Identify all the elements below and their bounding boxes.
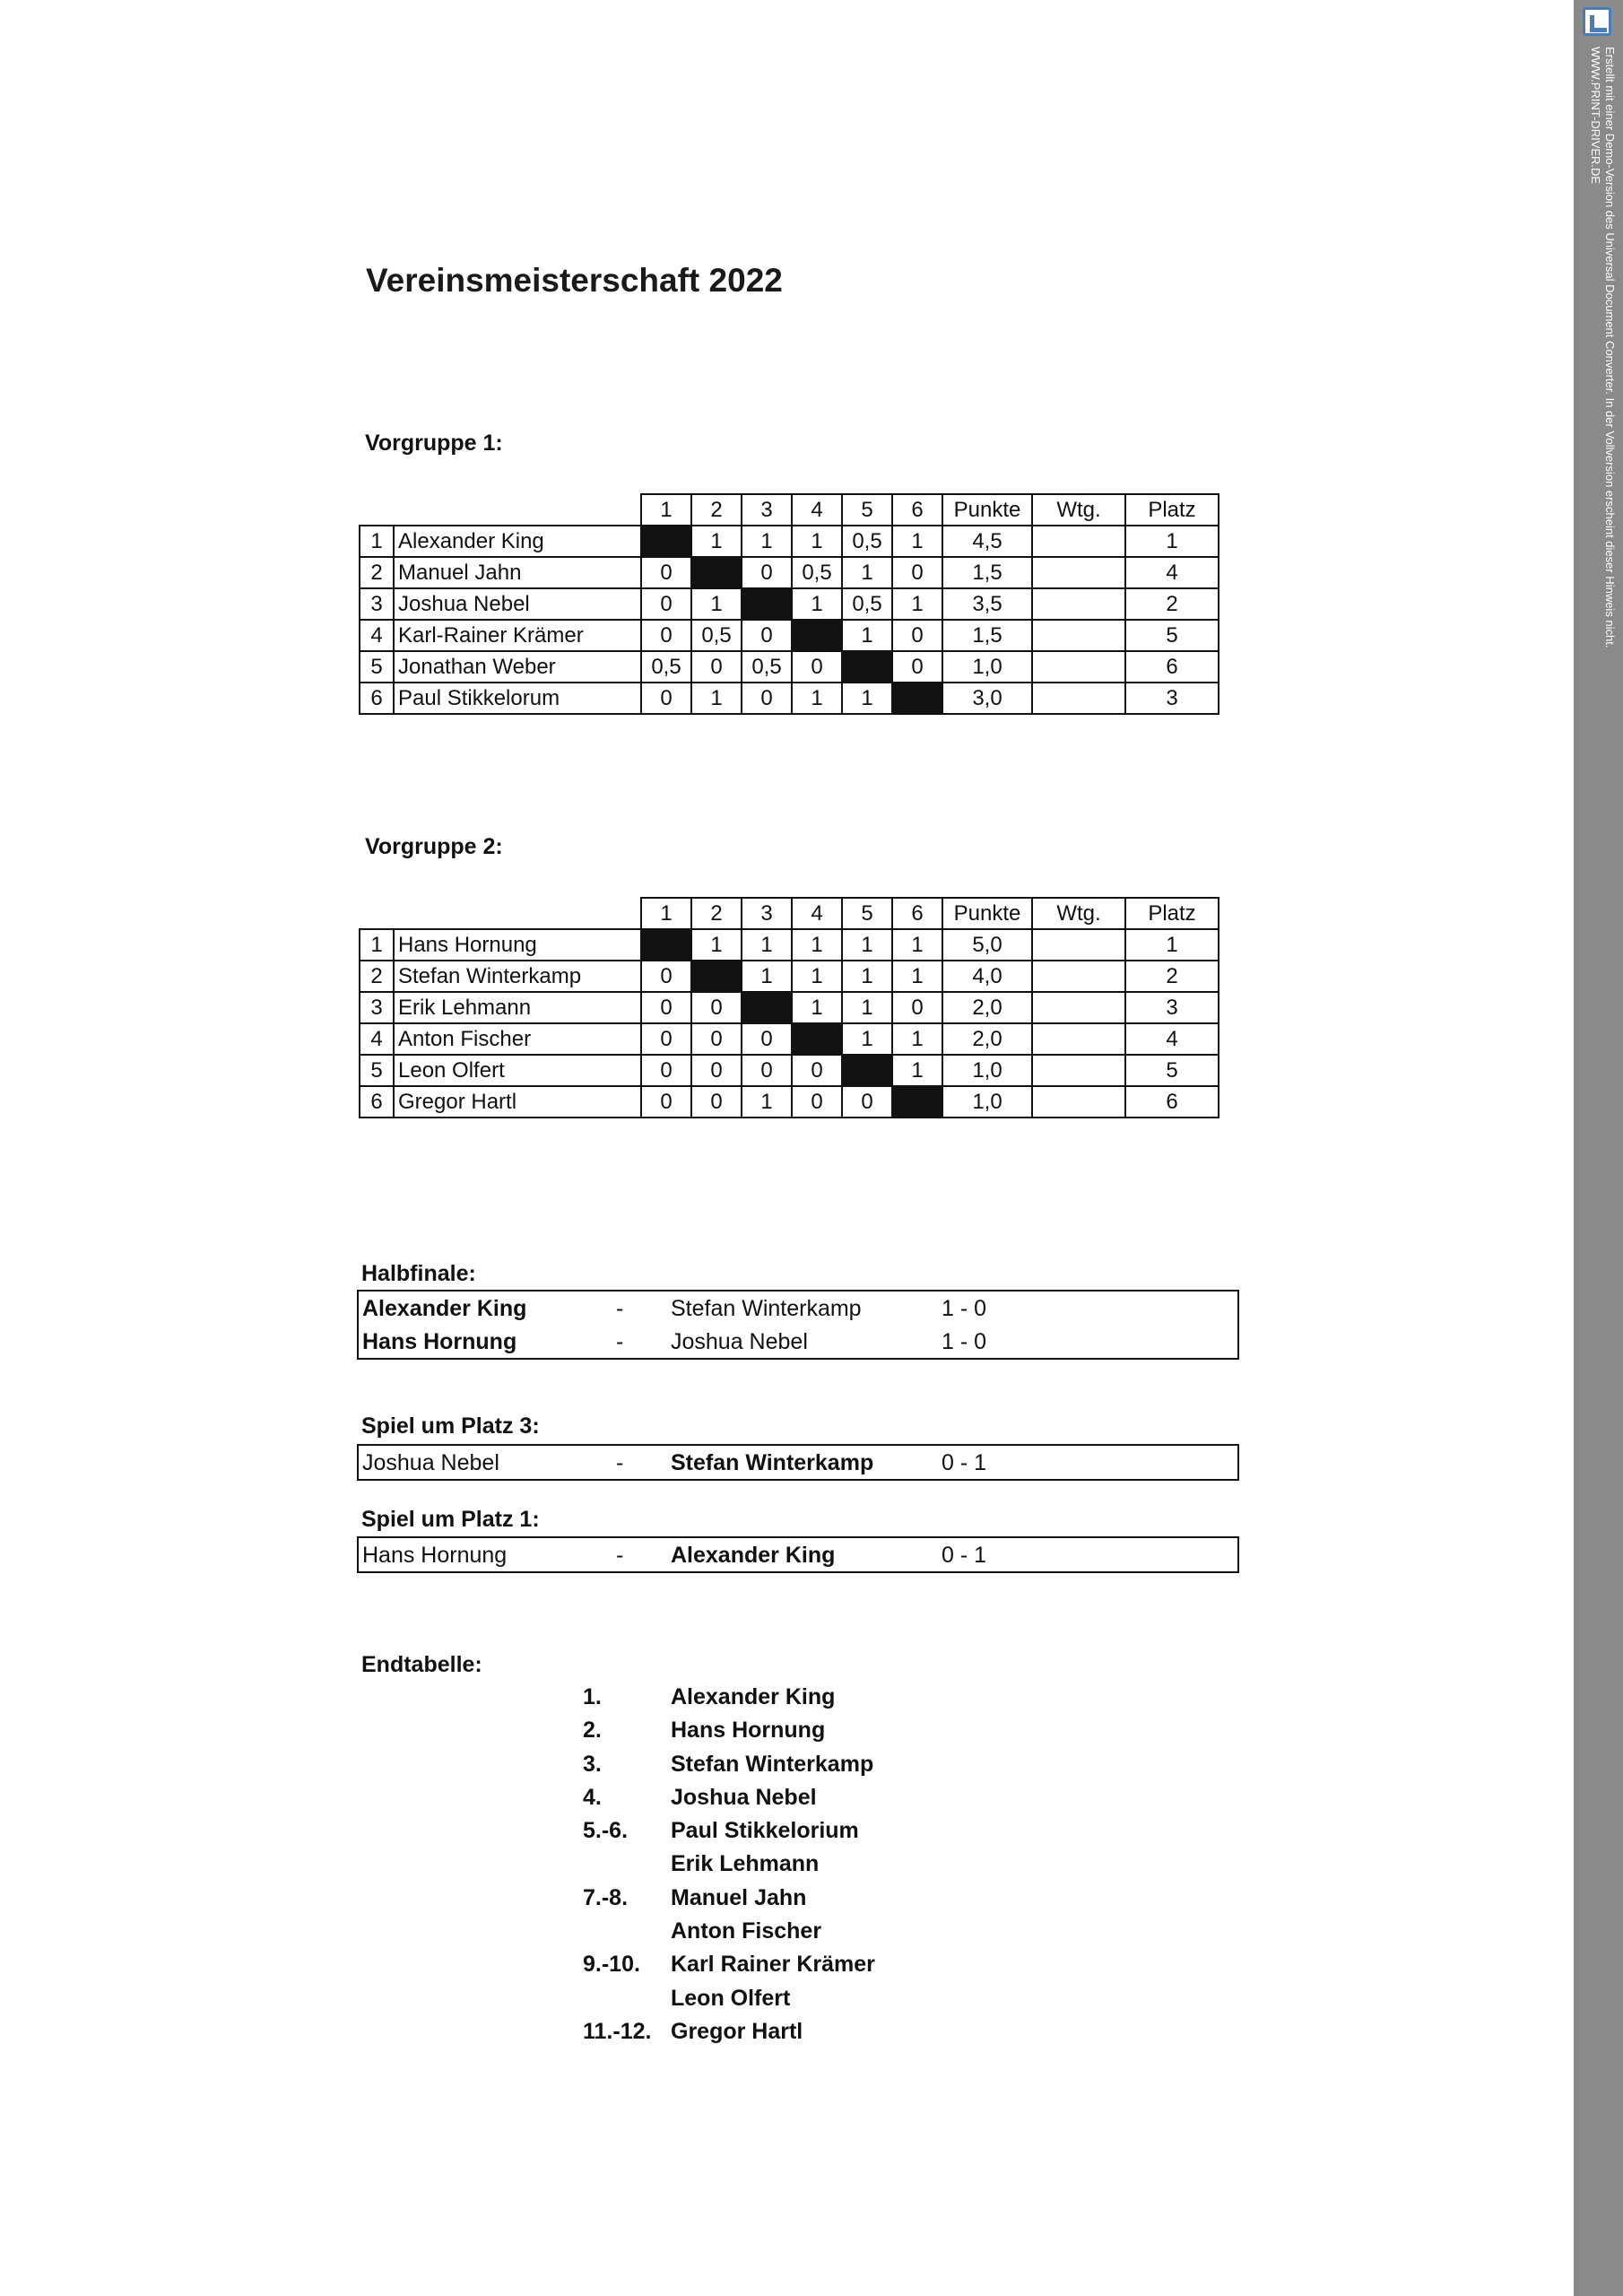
result-cell: 1 [892,1023,942,1055]
result-cell: 0 [641,588,691,620]
result-cell: 0,5 [742,651,792,683]
endtabelle-label: Endtabelle: [361,1652,482,1677]
final-player-name: Stefan Winterkamp [671,1751,874,1777]
match-player-1: Hans Hornung [362,1329,517,1354]
match-player-2: Joshua Nebel [671,1329,808,1354]
result-cell: 0 [742,620,792,651]
place-cell: 6 [1125,651,1219,683]
place-cell: 1 [1125,929,1219,961]
platz1-label: Spiel um Platz 1: [361,1507,540,1532]
result-cell: 0 [742,1023,792,1055]
result-cell: 1 [792,683,842,714]
rating-cell [1032,651,1125,683]
result-cell: 0 [641,1023,691,1055]
match-result: 0 - 1 [942,1543,987,1568]
column-header: 5 [842,898,892,929]
diagonal-cell [641,526,691,557]
result-cell: 1 [842,961,892,992]
player-number: 3 [360,588,394,620]
halbfinale-match-2 [359,1325,1237,1358]
rating-cell [1032,620,1125,651]
result-cell: 1 [892,929,942,961]
result-cell: 1 [742,929,792,961]
halbfinale-box [357,1290,1239,1360]
match-result: 1 - 0 [942,1296,987,1321]
demo-notice-text: Erstellt mit einer Demo-Version des Universal Document Converter. In der Vollversion erscheint dieser Hinweis nicht. [1603,47,1617,648]
result-cell: 1 [842,557,892,588]
diagonal-cell [792,1023,842,1055]
header-spacer [360,898,394,929]
result-cell: 0 [892,992,942,1023]
result-cell: 0 [641,1055,691,1086]
column-header: Platz [1125,494,1219,526]
result-cell: 1 [892,526,942,557]
player-number: 2 [360,961,394,992]
match-player-1: Alexander King [362,1296,527,1321]
match-result: 1 - 0 [942,1329,987,1354]
rating-cell [1032,588,1125,620]
match-result: 0 - 1 [942,1450,987,1475]
result-cell: 1 [691,526,742,557]
result-cell: 0 [892,620,942,651]
diagonal-cell [892,1086,942,1118]
match-dash: - [616,1450,624,1475]
result-cell: 1 [892,588,942,620]
player-number: 2 [360,557,394,588]
player-name: Gregor Hartl [394,1086,641,1118]
result-cell: 0 [641,992,691,1023]
group1-label: Vorgruppe 1: [365,430,503,456]
column-header: 2 [691,898,742,929]
result-cell: 1 [892,961,942,992]
result-cell: 1 [892,1055,942,1086]
match-dash: - [616,1329,624,1354]
table-row [360,526,1219,557]
result-cell: 0 [792,651,842,683]
final-player-name: Joshua Nebel [671,1784,817,1810]
table-row [360,992,1219,1023]
result-cell: 1 [842,1023,892,1055]
place-cell: 3 [1125,683,1219,714]
diagonal-cell [892,683,942,714]
header-spacer [394,898,641,929]
player-name: Leon Olfert [394,1055,641,1086]
column-header: 3 [742,494,792,526]
platz1-box [357,1536,1239,1573]
table-row [360,557,1219,588]
table-row [360,620,1219,651]
diagonal-cell [842,1055,892,1086]
diagonal-cell [742,992,792,1023]
halbfinale-label: Halbfinale: [361,1261,476,1286]
rating-cell [1032,1055,1125,1086]
points-cell: 4,5 [942,526,1032,557]
diagonal-cell [691,961,742,992]
player-name: Hans Hornung [394,929,641,961]
final-rank: 5.-6. [583,1818,629,1844]
document-title: Vereinsmeisterschaft 2022 [366,262,783,299]
place-cell: 4 [1125,1023,1219,1055]
result-cell: 0 [742,683,792,714]
rating-cell [1032,526,1125,557]
rating-cell [1032,992,1125,1023]
result-cell: 0 [691,992,742,1023]
diagonal-cell [742,588,792,620]
match-dash: - [616,1543,624,1568]
player-name: Karl-Rainer Krämer [394,620,641,651]
result-cell: 1 [792,929,842,961]
rating-cell [1032,1023,1125,1055]
match-player-1: Hans Hornung [362,1543,508,1568]
demo-notice-url: WWW.PRINT-DRIVER.DE [1589,47,1602,185]
diagonal-cell [792,620,842,651]
column-header: Platz [1125,898,1219,929]
result-cell: 0 [792,1086,842,1118]
group2-label: Vorgruppe 2: [365,834,503,859]
match-player-1: Joshua Nebel [362,1450,499,1475]
table-header-row [360,494,1219,526]
result-cell: 0 [641,620,691,651]
final-player-name: Alexander King [671,1684,836,1709]
player-name: Stefan Winterkamp [394,961,641,992]
result-cell: 0 [641,1086,691,1118]
final-rank: 4. [583,1784,602,1810]
place-cell: 5 [1125,1055,1219,1086]
result-cell: 1 [792,588,842,620]
column-header: 6 [892,898,942,929]
result-cell: 0 [742,1055,792,1086]
result-cell: 1 [742,1086,792,1118]
group2-table [359,897,1219,1118]
player-number: 5 [360,651,394,683]
points-cell: 3,5 [942,588,1032,620]
platz3-match [359,1446,1237,1479]
points-cell: 1,5 [942,557,1032,588]
player-number: 6 [360,683,394,714]
column-header: 4 [792,898,842,929]
result-cell: 1 [792,961,842,992]
table-row [360,1055,1219,1086]
result-cell: 0 [892,557,942,588]
points-cell: 4,0 [942,961,1032,992]
table-row [360,683,1219,714]
final-rank: 7.-8. [583,1884,629,1910]
demo-watermark-sidebar [1574,0,1623,2296]
final-player-name: Karl Rainer Krämer [671,1952,875,1978]
rating-cell [1032,557,1125,588]
column-header: 1 [641,898,691,929]
table-row [360,1086,1219,1118]
result-cell: 1 [842,929,892,961]
points-cell: 1,0 [942,651,1032,683]
demo-notice [1588,47,1617,648]
result-cell: 1 [742,961,792,992]
points-cell: 2,0 [942,992,1032,1023]
final-player-name: Leon Olfert [671,1985,791,2011]
result-cell: 0,5 [641,651,691,683]
header-spacer [360,494,394,526]
result-cell: 0,5 [842,588,892,620]
column-header: 3 [742,898,792,929]
result-cell: 1 [842,620,892,651]
column-header: Wtg. [1032,494,1125,526]
result-cell: 1 [742,526,792,557]
platz1-match [359,1538,1237,1571]
match-player-2: Stefan Winterkamp [671,1450,874,1475]
column-header: Punkte [942,494,1032,526]
rating-cell [1032,961,1125,992]
place-cell: 2 [1125,961,1219,992]
final-player-name: Hans Hornung [671,1718,826,1744]
player-name: Alexander King [394,526,641,557]
result-cell: 0,5 [691,620,742,651]
final-player-name: Anton Fischer [671,1918,822,1944]
result-cell: 1 [691,588,742,620]
final-player-name: Erik Lehmann [671,1851,820,1877]
column-header: Wtg. [1032,898,1125,929]
place-cell: 2 [1125,588,1219,620]
platz3-box [357,1444,1239,1481]
diagonal-cell [641,929,691,961]
result-cell: 0 [691,1023,742,1055]
header-spacer [394,494,641,526]
result-cell: 0 [691,1055,742,1086]
points-cell: 3,0 [942,683,1032,714]
table-row [360,929,1219,961]
final-rank: 2. [583,1718,602,1744]
result-cell: 0 [742,557,792,588]
result-cell: 0 [641,683,691,714]
points-cell: 2,0 [942,1023,1032,1055]
column-header: 4 [792,494,842,526]
result-cell: 0 [792,1055,842,1086]
place-cell: 3 [1125,992,1219,1023]
final-rank: 11.-12. [583,2018,652,2044]
final-rank: 9.-10. [583,1952,640,1978]
table-row [360,588,1219,620]
group1-table [359,493,1219,715]
table-row [360,1023,1219,1055]
place-cell: 6 [1125,1086,1219,1118]
result-cell: 0 [691,651,742,683]
result-cell: 1 [842,683,892,714]
points-cell: 1,5 [942,620,1032,651]
match-player-2: Alexander King [671,1543,836,1568]
result-cell: 0,5 [842,526,892,557]
final-rank: 1. [583,1684,602,1709]
place-cell: 1 [1125,526,1219,557]
player-number: 4 [360,620,394,651]
player-number: 1 [360,526,394,557]
final-rank: 3. [583,1751,602,1777]
rating-cell [1032,1086,1125,1118]
player-name: Jonathan Weber [394,651,641,683]
match-player-2: Stefan Winterkamp [671,1296,862,1321]
result-cell: 0 [842,1086,892,1118]
result-cell: 0 [641,557,691,588]
player-name: Erik Lehmann [394,992,641,1023]
result-cell: 0 [691,1086,742,1118]
result-cell: 0,5 [792,557,842,588]
player-name: Anton Fischer [394,1023,641,1055]
table-row [360,961,1219,992]
table-row [360,651,1219,683]
result-cell: 0 [641,961,691,992]
rating-cell [1032,929,1125,961]
column-header: 6 [892,494,942,526]
place-cell: 5 [1125,620,1219,651]
diagonal-cell [842,651,892,683]
converter-logo-icon [1583,7,1611,36]
final-player-name: Manuel Jahn [671,1884,807,1910]
player-number: 4 [360,1023,394,1055]
player-name: Paul Stikkelorum [394,683,641,714]
result-cell: 1 [691,929,742,961]
result-cell: 1 [691,683,742,714]
result-cell: 1 [792,992,842,1023]
table-header-row [360,898,1219,929]
player-number: 6 [360,1086,394,1118]
points-cell: 5,0 [942,929,1032,961]
final-player-name: Gregor Hartl [671,2018,803,2044]
diagonal-cell [691,557,742,588]
place-cell: 4 [1125,557,1219,588]
player-number: 5 [360,1055,394,1086]
result-cell: 1 [792,526,842,557]
final-player-name: Paul Stikkelorium [671,1818,859,1844]
column-header: 2 [691,494,742,526]
player-name: Joshua Nebel [394,588,641,620]
result-cell: 0 [892,651,942,683]
rating-cell [1032,683,1125,714]
column-header: 5 [842,494,892,526]
column-header: Punkte [942,898,1032,929]
points-cell: 1,0 [942,1086,1032,1118]
match-dash: - [616,1296,624,1321]
player-name: Manuel Jahn [394,557,641,588]
points-cell: 1,0 [942,1055,1032,1086]
column-header: 1 [641,494,691,526]
player-number: 1 [360,929,394,961]
platz3-label: Spiel um Platz 3: [361,1413,540,1439]
result-cell: 1 [842,992,892,1023]
player-number: 3 [360,992,394,1023]
halbfinale-match-1 [359,1292,1237,1325]
